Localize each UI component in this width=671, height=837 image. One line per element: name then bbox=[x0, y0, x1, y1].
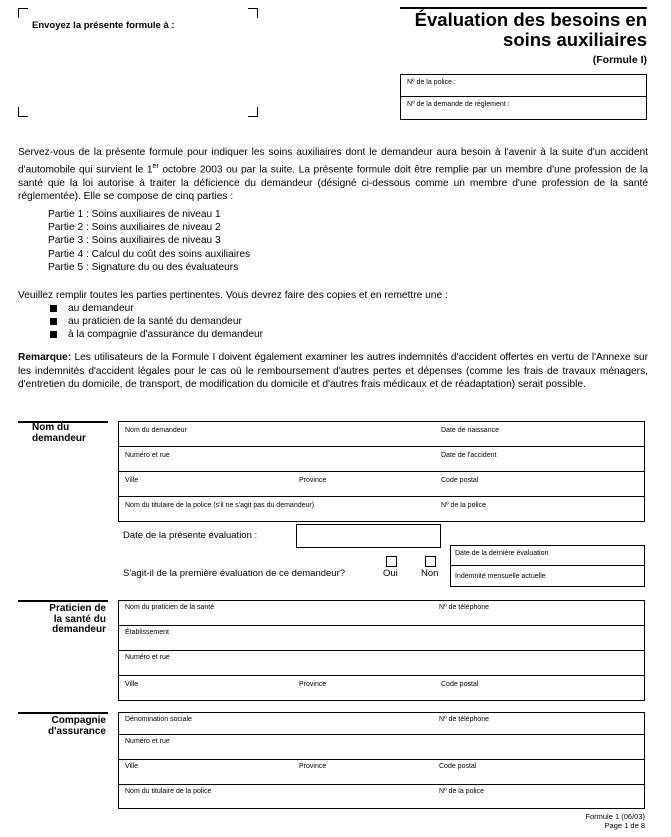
applicant-grid bbox=[118, 421, 645, 522]
form-title-line2: soins auxiliaires bbox=[503, 29, 647, 50]
policy-number-label: Nº de la police : bbox=[407, 79, 456, 86]
policy-number-field[interactable] bbox=[401, 75, 646, 97]
copy-item bbox=[42, 302, 442, 315]
remark-paragraph bbox=[18, 351, 648, 392]
address-corner-bottom-right bbox=[248, 107, 258, 117]
first-eval-no-checkbox[interactable] bbox=[425, 556, 436, 567]
practitioner-row-facility bbox=[119, 626, 644, 651]
page-footer bbox=[445, 812, 645, 830]
form-code: Formule 1 (06/03) bbox=[585, 812, 645, 821]
practitioner-street-field[interactable]: Numéro et rue bbox=[125, 654, 170, 661]
form-name: (Formule I) bbox=[592, 54, 647, 66]
address-corner-bottom-left bbox=[18, 107, 28, 117]
copy-item-text: au demandeur bbox=[68, 303, 134, 314]
intro-text-2: octobre 2003 ou par la suite. La présente formule doit être remplie par un membre d'une profession de la santé que la loi autorise à traiter la déficience du demandeur (désigné ci-dessous comme un membre d'une profession de la santé réglementée). Elle se compose de cinq parties : bbox=[18, 163, 648, 203]
applicant-postal-field[interactable]: Code postal bbox=[441, 477, 479, 484]
first-eval-no-label: Non bbox=[421, 568, 439, 579]
bullet-square-icon bbox=[50, 318, 57, 325]
copy-item-text: au praticien de la santé du demandeur bbox=[68, 316, 242, 328]
insurer-postal-field[interactable]: Code postal bbox=[439, 763, 477, 770]
applicant-province-field[interactable]: Province bbox=[299, 477, 327, 484]
part-item: Partie 5 : Signature du ou des évaluateurs bbox=[48, 261, 239, 273]
applicant-city-field[interactable]: Ville bbox=[125, 477, 139, 484]
practitioner-postal-field[interactable]: Code postal bbox=[441, 681, 479, 688]
eval-date-input[interactable] bbox=[296, 524, 441, 548]
address-corner-top-right bbox=[248, 8, 258, 18]
part-item: Partie 1 : Soins auxiliaires de niveau 1 bbox=[48, 209, 221, 220]
applicant-name-field[interactable]: Nom du demandeur bbox=[125, 427, 187, 434]
insurer-label-line1: Compagnie bbox=[51, 715, 106, 726]
applicant-policy-number-field[interactable]: Nº de la police bbox=[441, 502, 486, 509]
insurer-city-field[interactable]: Ville bbox=[125, 763, 139, 770]
insurer-row-company bbox=[119, 713, 644, 735]
remark-label: Remarque: bbox=[18, 352, 72, 363]
last-eval-box bbox=[450, 545, 645, 587]
address-corner-top-left bbox=[18, 8, 28, 18]
last-eval-date-field[interactable]: Date de la dernière évaluation bbox=[455, 550, 549, 557]
applicant-row-name bbox=[119, 422, 644, 447]
send-to-label: Envoyez la présente formule à : bbox=[32, 20, 175, 31]
practitioner-label-line1: Praticien de bbox=[49, 603, 106, 614]
practitioner-facility-field[interactable]: Établissement bbox=[125, 629, 169, 636]
last-eval-date-row bbox=[451, 546, 644, 566]
copy-item bbox=[42, 315, 442, 328]
practitioner-section-label bbox=[18, 604, 106, 636]
monthly-benefit-field[interactable]: Indemnité mensuelle actuelle bbox=[455, 573, 546, 580]
copy-item bbox=[42, 328, 442, 341]
applicant-section-label bbox=[18, 423, 108, 444]
part-item: Partie 3 : Soins auxiliaires de niveau 3 bbox=[48, 235, 221, 247]
practitioner-province-field[interactable]: Province bbox=[299, 681, 327, 688]
bullet-square-icon bbox=[50, 305, 57, 312]
applicant-label-line1: Nom du bbox=[32, 422, 70, 433]
insurer-street-field[interactable]: Numéro et rue bbox=[125, 738, 170, 745]
intro-text-1: Servez-vous de la présente formule pour indiquer les soins auxiliaires dont le demandeur aura besoin à l'avenir à la suite d'un accident d'automobile qui survient le 1 bbox=[18, 147, 648, 175]
applicant-row-city bbox=[119, 472, 644, 497]
part-item: Partie 4 : Calcul du coût des soins auxiliaires bbox=[48, 248, 251, 260]
practitioner-name-field[interactable]: Nom du praticien de la santé bbox=[125, 604, 215, 611]
insurer-policy-number-field[interactable]: Nº de la police bbox=[439, 788, 484, 795]
practitioner-row-street bbox=[119, 651, 644, 676]
first-eval-yes-checkbox[interactable] bbox=[386, 556, 397, 567]
insurer-row-street bbox=[119, 735, 644, 760]
monthly-benefit-row bbox=[451, 566, 644, 587]
insurer-company-field[interactable]: Dénomination sociale bbox=[125, 716, 192, 723]
eval-date-label: Date de la présente évaluation : bbox=[123, 530, 258, 541]
insurer-phone-field[interactable]: Nº de téléphone bbox=[439, 716, 490, 723]
policy-claim-box bbox=[400, 74, 647, 120]
practitioner-label-line3: demandeur bbox=[52, 624, 106, 635]
insurer-grid bbox=[118, 712, 645, 809]
practitioner-city-field[interactable]: Ville bbox=[125, 681, 139, 688]
intro-sup: er bbox=[152, 162, 159, 170]
remark-text: Les utilisateurs de la Formule I doivent également examiner les autres indemnités d'accident offertes en vertu de l'Annexe sur les indemnités d'accident légales pour le cas où le remboursement d'autres pertes et dépenses (comme les frais de travaux ménagers, d'entretien du domicile, de transport, de modification du domicile et d'autres frais médicaux et de réadaptation) serait possible. bbox=[18, 352, 648, 391]
practitioner-grid bbox=[118, 600, 645, 701]
insurer-policyholder-field[interactable]: Nom du titulaire de la police bbox=[125, 788, 212, 795]
first-eval-question: S'agit-il de la première évaluation de ce demandeur? bbox=[123, 568, 346, 579]
applicant-row-policyholder bbox=[119, 497, 644, 522]
accident-date-field[interactable]: Date de l'accident bbox=[441, 452, 497, 459]
insurer-row-policyholder bbox=[119, 785, 644, 808]
practitioner-row-name bbox=[119, 601, 644, 626]
copies-instructions: Veuillez remplir toutes les parties pertinentes. Vous devrez faire des copies et en remettre une : bbox=[18, 290, 448, 301]
claim-number-label: Nº de la demande de règlement : bbox=[407, 101, 510, 108]
bullet-square-icon bbox=[50, 331, 57, 338]
insurer-province-field[interactable]: Province bbox=[299, 763, 327, 770]
practitioner-row-city bbox=[119, 676, 644, 701]
practitioner-section-rule bbox=[18, 600, 108, 602]
practitioner-phone-field[interactable]: Nº de téléphone bbox=[439, 604, 490, 611]
insurer-section-rule bbox=[18, 712, 108, 714]
copy-item-text: à la compagnie d'assurance du demandeur bbox=[68, 329, 264, 341]
insurer-row-city bbox=[119, 760, 644, 785]
applicant-label-line2: demandeur bbox=[32, 432, 86, 444]
applicant-policyholder-field[interactable]: Nom du titulaire de la police (s'il ne s'agit pas du demandeur) bbox=[125, 502, 315, 509]
part-item: Partie 2 : Soins auxiliaires de niveau 2 bbox=[48, 222, 221, 234]
practitioner-label-line2: la santé du bbox=[53, 613, 106, 625]
parts-list bbox=[48, 208, 448, 274]
insurer-section-label bbox=[18, 716, 106, 737]
claim-number-field[interactable] bbox=[401, 97, 646, 119]
page-number: Page 1 de 8 bbox=[604, 821, 645, 830]
applicant-dob-field[interactable]: Date de naissance bbox=[441, 427, 499, 434]
copies-list bbox=[42, 302, 442, 342]
intro-paragraph bbox=[18, 146, 648, 204]
applicant-row-street bbox=[119, 447, 644, 472]
insurer-label-line2: d'assurance bbox=[48, 725, 106, 737]
applicant-street-field[interactable]: Numéro et rue bbox=[125, 452, 170, 459]
first-eval-yes-label: Oui bbox=[383, 568, 398, 579]
form-title-line1: Évaluation des besoins en bbox=[414, 9, 647, 30]
